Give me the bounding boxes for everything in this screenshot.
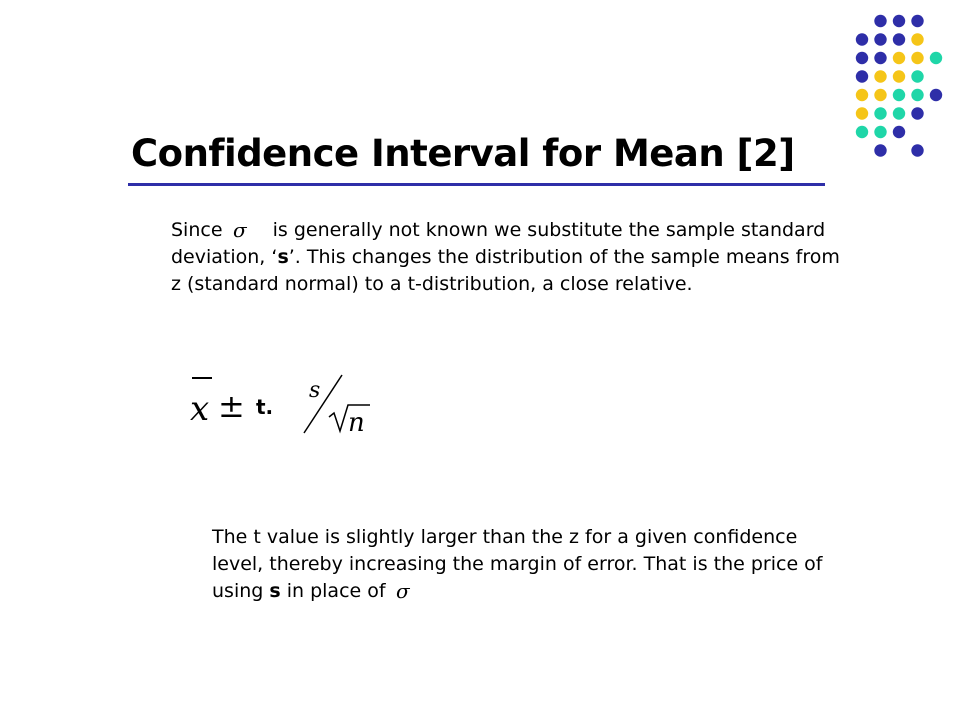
- slide-title: Confidence Interval for Mean [2]: [131, 132, 795, 175]
- paragraph-t-value: [212, 524, 852, 605]
- para1-after: is generally not known we substitute the sample standard deviation, ‘: [171, 219, 826, 268]
- decorative-dot: [893, 126, 905, 138]
- paragraph-sigma-substitution: [171, 217, 851, 298]
- decorative-dot: [930, 52, 942, 64]
- decorative-dot: [911, 144, 923, 156]
- t-label: t.: [256, 395, 274, 419]
- decorative-dot: [874, 126, 886, 138]
- decorative-dot: [893, 70, 905, 82]
- decorative-dot: [893, 15, 905, 27]
- decorative-dot: [874, 15, 886, 27]
- para1-rest: ’. This changes the distribution of the sample means from z (standard normal) to a t-distribution, a close relative.: [171, 246, 840, 295]
- decorative-dot: [893, 52, 905, 64]
- decorative-dot: [856, 126, 868, 138]
- decorative-dot: [856, 107, 868, 119]
- plus-minus-symbol: ±: [218, 387, 245, 425]
- para2-text: The t value is slightly larger than the z for a given confidence level, thereby increasing the margin of error. That is the price of using: [212, 526, 823, 602]
- decorative-dot: [874, 70, 886, 82]
- para2-s-bold: s: [269, 580, 281, 602]
- decorative-dot: [893, 107, 905, 119]
- decorative-dot: [911, 107, 923, 119]
- para2-after: in place of: [280, 580, 392, 602]
- decorative-dot: [856, 33, 868, 45]
- sigma-symbol-icon: [229, 222, 267, 240]
- decorative-dot: [911, 89, 923, 101]
- sigma-symbol-icon: [392, 583, 430, 601]
- para1-s-bold: s: [277, 246, 289, 268]
- decorative-dot: [874, 107, 886, 119]
- decorative-dot: [874, 33, 886, 45]
- svg-text:σ: σ: [232, 221, 247, 240]
- svg-text:σ: σ: [395, 582, 410, 601]
- decorative-dot: [874, 144, 886, 156]
- numerator-s: s: [309, 378, 321, 403]
- decorative-dot: [911, 70, 923, 82]
- decorative-dot: [874, 52, 886, 64]
- decorative-dot: [856, 52, 868, 64]
- confidence-interval-formula: [188, 365, 388, 445]
- para1-before: Since: [171, 219, 229, 241]
- decorative-dot: [874, 89, 886, 101]
- decorative-dot: [856, 70, 868, 82]
- title-underline: [128, 183, 825, 186]
- decorative-dot: [911, 52, 923, 64]
- decorative-dot: [930, 89, 942, 101]
- decorative-dot: [911, 15, 923, 27]
- xbar-symbol: x: [190, 389, 210, 429]
- denominator-n: n: [348, 408, 365, 438]
- decorative-dot: [893, 33, 905, 45]
- decorative-dot: [911, 33, 923, 45]
- decorative-dot: [856, 89, 868, 101]
- decorative-dot: [893, 89, 905, 101]
